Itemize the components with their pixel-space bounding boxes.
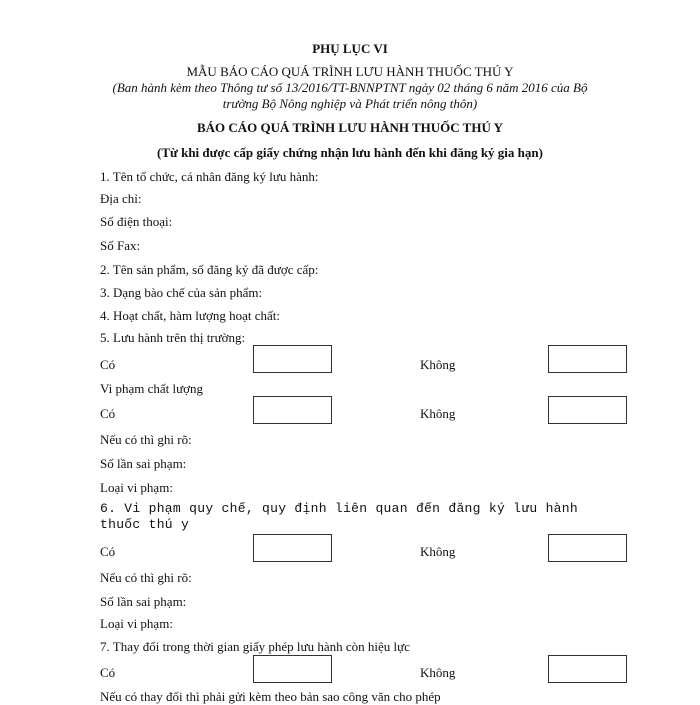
- quality-violation-count-label: Số lần sai phạm:: [100, 456, 187, 471]
- report-title: BÁO CÁO QUÁ TRÌNH LƯU HÀNH THUỐC THÚ Y: [196, 120, 503, 135]
- q5-no-checkbox[interactable]: [548, 345, 627, 373]
- appendix-heading: PHỤ LỤC VI: [312, 41, 388, 56]
- q6-yes-checkbox[interactable]: [253, 534, 332, 562]
- form-title: MẪU BÁO CÁO QUÁ TRÌNH LƯU HÀNH THUỐC THÚ Y: [186, 64, 514, 79]
- issued-note-line2: trưởng Bộ Nông nghiệp và Phát triển nông thôn): [222, 96, 478, 111]
- quality-no-label: Không: [420, 406, 456, 421]
- quality-violation-type-label: Loại vi phạm:: [100, 480, 173, 495]
- q5-yes-checkbox[interactable]: [253, 345, 332, 373]
- quality-violation-label: Vi phạm chất lượng: [100, 381, 204, 396]
- issued-note-line1: (Ban hành kèm theo Thông tư số 13/2016/TT-BNNPTNT ngày 02 tháng 6 năm 2016 của Bộ: [112, 80, 588, 95]
- quality-no-checkbox[interactable]: [548, 396, 627, 424]
- q7-yes-checkbox[interactable]: [253, 655, 332, 683]
- q5-no-label: Không: [420, 357, 456, 372]
- question-4-label: 4. Hoạt chất, hàm lượng hoạt chất:: [100, 308, 280, 323]
- question-2-label: 2. Tên sản phẩm, số đăng ký đã được cấp:: [100, 262, 319, 277]
- report-subtitle: (Từ khi được cấp giấy chứng nhận lưu hành đến khi đăng ký gia hạn): [157, 145, 543, 160]
- question-3-label: 3. Dạng bào chế của sản phẩm:: [100, 285, 263, 300]
- q6-no-checkbox[interactable]: [548, 534, 627, 562]
- q5-yes-label: Có: [100, 357, 116, 372]
- q7-no-checkbox[interactable]: [548, 655, 627, 683]
- question-7-label: 7. Thay đổi trong thời gian giấy phép lưu hành còn hiệu lực: [100, 639, 410, 654]
- quality-if-yes-note: Nếu có thì ghi rõ:: [100, 432, 192, 447]
- quality-yes-checkbox[interactable]: [253, 396, 332, 424]
- fax-label: Số Fax:: [100, 238, 141, 253]
- q7-no-label: Không: [420, 665, 456, 680]
- q6-violation-count-label: Số lần sai phạm:: [100, 594, 187, 609]
- q6-no-label: Không: [420, 544, 456, 559]
- question-1-label: 1. Tên tổ chức, cá nhân đăng ký lưu hành:: [100, 169, 319, 184]
- quality-yes-label: Có: [100, 406, 116, 421]
- q6-if-yes-note: Nếu có thì ghi rõ:: [100, 570, 192, 585]
- address-label: Địa chỉ:: [100, 191, 142, 206]
- change-attachment-note: Nếu có thay đổi thì phải gửi kèm theo bản sao công văn cho phép: [100, 689, 441, 704]
- question-6-label-line1: 6. Vi phạm quy chế, quy định liên quan đến đăng ký lưu hành: [100, 501, 578, 516]
- question-5-label: 5. Lưu hành trên thị trường:: [100, 330, 246, 345]
- phone-label: Số điện thoại:: [100, 214, 173, 229]
- q7-yes-label: Có: [100, 665, 116, 680]
- q6-yes-label: Có: [100, 544, 116, 559]
- q6-violation-type-label: Loại vi phạm:: [100, 616, 173, 631]
- question-6-label-line2: thuốc thú y: [100, 517, 190, 532]
